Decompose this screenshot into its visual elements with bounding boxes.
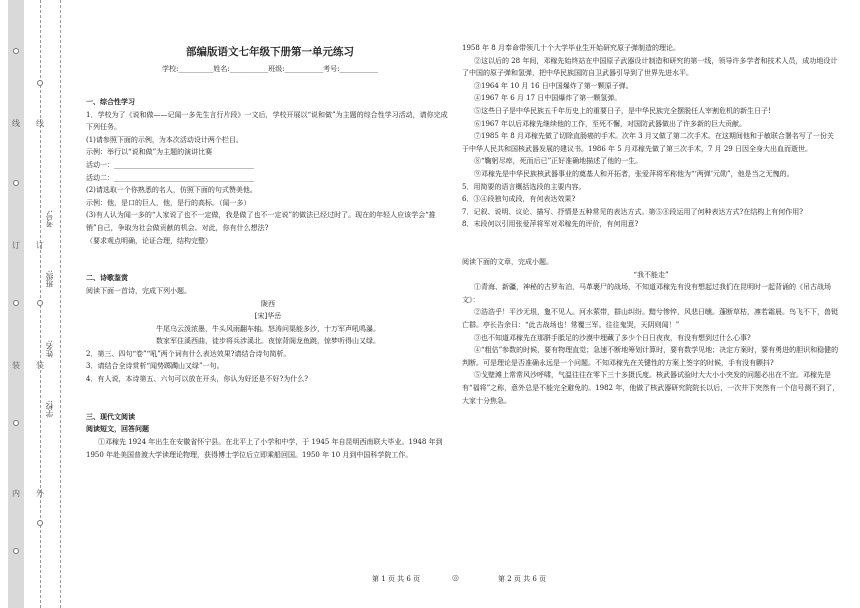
paragraph: ④“粗估”参数的时候，要有物理直觉；急速不断地筹划计算时，要有数学见地；决定方案时，要有勇进的胆识和稳健的判断。可是理论是否准确永远是一个问题。不知邓稼先在关键性的方案上签字的时候，手有没有颤抖? xyxy=(462,346,839,367)
paragraph: ①邓稼先 1924 年出生在安徽省怀宁县。在北平上了小学和中学，于 1945 年自昆明西南联大毕业。1948 年到 1950 年赴美国普渡大学读理论物理，获得博士学位后立即乘船回国。1950 年 10 月到中国科学院工作。 xyxy=(86,438,443,459)
question-text: 1958 年 8 月奉命带领几十个大学毕业生开始研究原子弹制造的理论。 xyxy=(462,44,680,52)
question-text: 7．记叙、说明、议论、描写、抒情是五种常见的表达方式。第⑤⑧段运用了何种表达方式?在结构上有何作用? xyxy=(462,207,803,216)
question-text: （要求观点明确，论证合理，结构完整） xyxy=(86,236,212,245)
outer-mark-zhuang: 装 xyxy=(36,361,44,370)
paragraph: ③也不知道邓稼先在那胼手胝足的沙漠中埋藏了多少个日日夜夜，有没有想到过什么心事? xyxy=(474,333,751,342)
spacer xyxy=(86,386,450,399)
paragraph: ⑨邓稼先是中华民族核武器事业的奠基人和开拓者，张爱萍将军称他为“‘两弹’元勋”，他是当之无愧的。 xyxy=(474,169,794,178)
section-heading: 三、现代文阅读 xyxy=(86,412,135,421)
question-text: 阅读下面的文章，完成小题。 xyxy=(462,258,553,267)
left-column xyxy=(86,96,450,461)
paragraph: ⑧“鞠躬尽瘁，死而后已”正好准确地描述了他的一生。 xyxy=(474,157,643,166)
centered-line: 牛尾乌云泼浓墨，牛头风雨翻车轴。怒涛问渠能多沙，十万军声吼鸣瀑。 xyxy=(156,324,380,333)
question-text: 2．第三、四句“卷”“吼”两个词有什么表达效果?请结合诗句简析。 xyxy=(86,349,291,358)
binding-hole xyxy=(37,300,43,306)
school-label: 学校: xyxy=(45,400,54,418)
outer-mark-wai: 外 xyxy=(36,489,44,498)
binding-cut-line-outer xyxy=(60,0,61,608)
centered-line: “我不能走” xyxy=(633,270,669,279)
inner-mark-xian: 线 xyxy=(12,119,20,128)
spacer xyxy=(86,398,450,411)
paragraph: ⑦1985 年 8 月邓稼先做了切除直肠癌的手术。次年 3 月又做了第二次手术。在这期间他和于敏联合署名写了一份关于中华人民共和国核武器发展的建议书。1986 年 5 月邓稼先做了第三次手术，7 月 29 日因全身大出血而逝世。 xyxy=(462,132,834,153)
id-label: 考号: xyxy=(45,210,54,228)
question-text: 8．末段何以引用张爱萍将军对邓稼先的评价，有何用意? xyxy=(462,220,639,229)
question-text: 阅读下面一首诗，完成下列小题。 xyxy=(86,286,191,295)
outer-mark-xian: 线 xyxy=(36,119,44,128)
spacer xyxy=(86,247,450,260)
name-label: 姓名: xyxy=(45,340,54,358)
binding-hole xyxy=(13,180,19,186)
student-info-line: 学校:__________姓名:___________班级:___________考号:___________ xyxy=(162,65,378,73)
spacer xyxy=(462,231,840,244)
inner-mark-ding: 订 xyxy=(12,241,20,250)
doc-title: 部编版语文七年级下册第一单元练习 xyxy=(186,46,354,58)
paragraph: ③1964 年 10 月 16 日中国爆炸了第一颗原子弹。 xyxy=(474,81,633,90)
class-label: 班级: xyxy=(45,270,54,288)
paragraph: ②浩浩乎！平沙无垠，夐不见人。河水萦带，群山纠纷。黯兮惨悴，风悲日曛。蓬断草枯，凛若霜晨。鸟飞不下，兽铤亡群。亭长告余曰：“此古战场也！常覆三军。往往鬼哭，天阴则闻！” xyxy=(462,308,838,330)
question-text: 活动二：________________________________________ xyxy=(86,173,254,182)
inner-mark-zhuang: 装 xyxy=(12,361,20,370)
binding-margin xyxy=(0,0,70,608)
right-column xyxy=(462,42,840,407)
page-center-mark: ◎ xyxy=(452,573,459,582)
paragraph: ⑤戈壁滩上常常风沙呼啸，气温往往在零下三十多摄氏度。核武器试验时大大小小突发的问题必出在不宜。邓稼先是有“福将”之称，意外总是不能完全避免的。1982 年，他做了核武器研究院院长以后，一次井下突然有一个信号测不到了，大家十分焦急。 xyxy=(462,371,840,405)
question-text: 3．请结合全诗赏析“闻势踯躅山又绿”一句。 xyxy=(86,362,224,371)
binding-hole xyxy=(13,548,19,554)
spacer xyxy=(86,260,450,273)
question-text: 1．学校为了《说和做——记闻一多先生言行片段》一文后，学校开展以“说和做”为主题的综合性学习活动，请你完成下列任务。 xyxy=(86,110,448,132)
question-text: (1)请参照下面的示例，为本次活动设计两个栏目。 xyxy=(86,135,243,144)
page-number-left: 第 1 页 共 6 页 xyxy=(372,575,421,583)
question-text: 6．③④段独句成段，有何表达效果? xyxy=(462,195,576,204)
question-text: 示例：举行以“说和做”为主题的演讲比赛 xyxy=(86,148,213,157)
binding-hole xyxy=(37,80,43,86)
binding-hole xyxy=(13,48,19,54)
binding-hole xyxy=(13,420,19,426)
question-text: 5．用简要的语言概括选段的主要内容。 xyxy=(462,182,586,191)
section-heading: 阅读短文，回答问题 xyxy=(86,425,149,434)
centered-line: [宋]华岳 xyxy=(254,312,282,321)
spacer xyxy=(462,244,840,257)
question-text: 示例：他，是口的巨人，他，是行的高标。（闻一多） xyxy=(86,198,251,207)
paragraph: ⑥1967 年以后邓稼先继续他的工作，至死不懈，对国防武器做出了许多新的巨大贡献。 xyxy=(474,119,747,128)
question-text: (2)请选取一个你熟悉的名人，仿照下面的句式赞美他。 xyxy=(86,186,257,195)
binding-hole xyxy=(13,300,19,306)
paragraph: ②这以后的 28 年间，邓稼先始终站在中国原子武器设计制造和研究的第一线，领导许多学者和技术人员，成功地设计了中国的原子弹和氢弹，把中华民族国防自卫武器引导到了世界先进水平。 xyxy=(462,56,838,78)
paragraph: ④1967 年 6 月 17 日中国爆炸了第一颗氢弹。 xyxy=(474,94,622,103)
centered-line: 数家军住溪西曲，徒步将兵涉溪北。夜惊背阁龙鱼跳，惊梦听得山又绿。 xyxy=(156,337,380,346)
paragraph: ①青海、新疆，神秘的古罗布泊，马革裹尸的战场，不知道邓稼先有没有想起过我们在昆明时一起背诵的《吊古战场文》： xyxy=(462,283,831,304)
inner-mark-nei: 内 xyxy=(12,489,20,498)
binding-hole xyxy=(37,520,43,526)
question-text: 4．有人说，本诗第五、六句可以放在开头，你认为好还是不好?为什么? xyxy=(86,375,308,384)
section-heading: 二、诗歌鉴赏 xyxy=(86,274,128,283)
section-heading: 一、综合性学习 xyxy=(86,98,135,106)
question-text: (3)有人认为闻一多的“人家说了也不一定做，我是做了也不一定说”的做法已经过时了。现在的年轻人应该学会“推销”自己，争取为社会做贡献的机会。对此，你有什么想法? xyxy=(86,211,436,232)
centered-line: 陇西 xyxy=(261,299,275,308)
page-number-right: 第 2 页 共 6 页 xyxy=(498,575,547,583)
question-text: 活动一：________________________________________ xyxy=(86,160,254,169)
outer-mark-ding: 订 xyxy=(36,241,44,250)
paragraph: ⑤这些日子是中华民族五千年历史上的重要日子，是中华民族完全摆脱任人宰割危机的新生日子! xyxy=(474,106,771,115)
